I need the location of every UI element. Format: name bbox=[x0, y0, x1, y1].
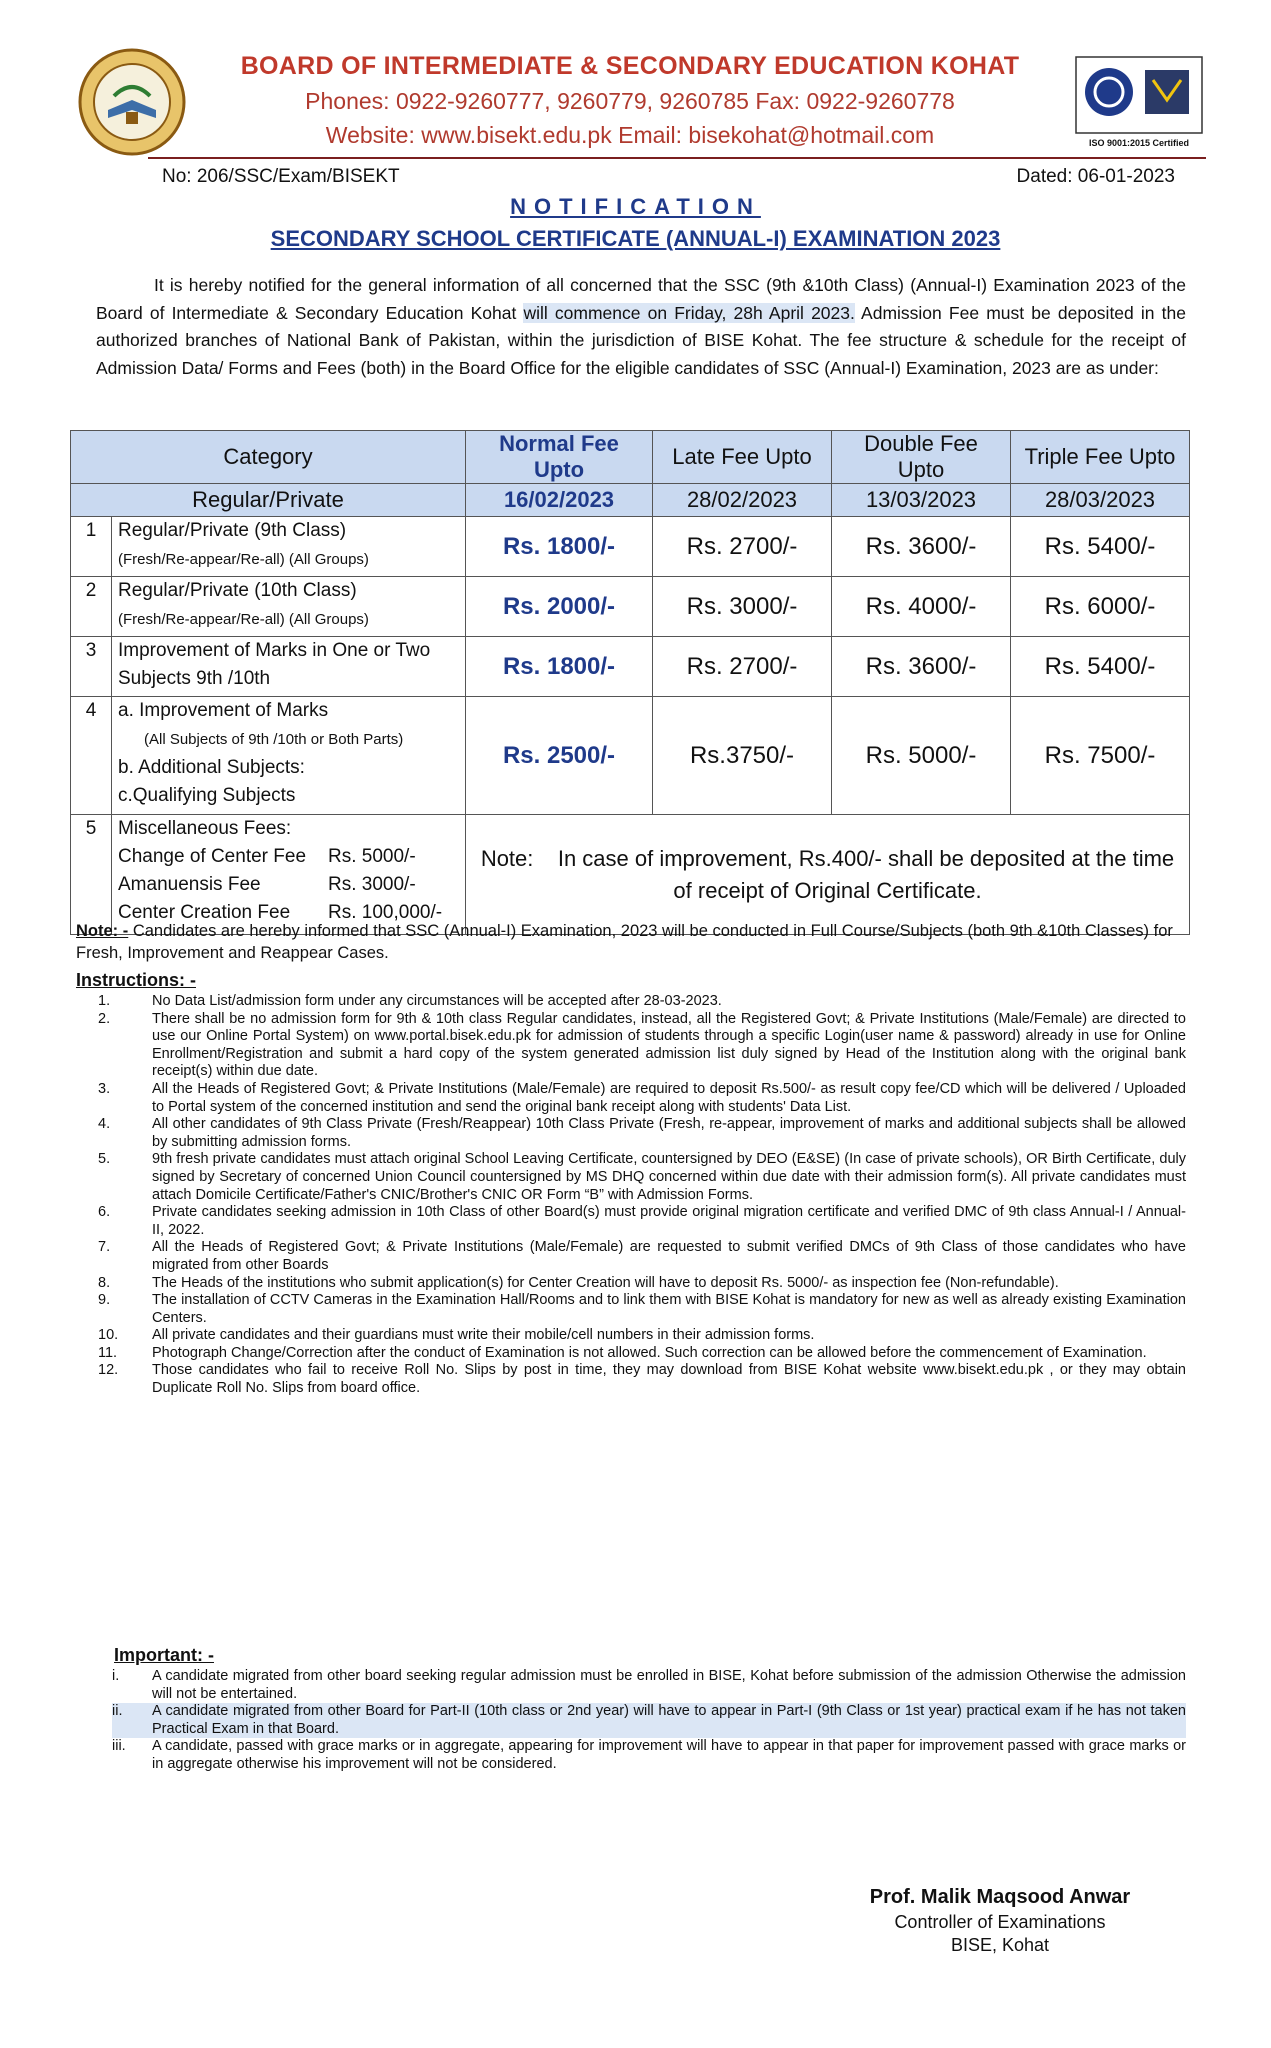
list-item-text: All the Heads of Registered Govt; & Private Institutions (Male/Female) are requested to submit verified DMCs of 9th Class of those candidates who have migrated from other Boards bbox=[152, 1239, 1186, 1273]
fee-normal: Rs. 1800/- bbox=[466, 637, 653, 697]
list-item-text: Private candidates seeking admission in 10th Class of other Board(s) must provide original migration certificate and verified DMC of 9th class Annual-I / Annual-II, 2022. bbox=[152, 1204, 1186, 1238]
row-number: 2 bbox=[71, 577, 112, 637]
table-row bbox=[71, 815, 1190, 935]
board-name: BOARD OF INTERMEDIATE & SECONDARY EDUCATION KOHAT bbox=[240, 52, 1020, 80]
list-item-text: The installation of CCTV Cameras in the Examination Hall/Rooms and to link them with BISE Kohat is mandatory for new as well as already existing Examination Centers. bbox=[152, 1292, 1186, 1326]
intro-part2: Admission Fee must be deposited in the authorized branches of National Bank of Pakistan, within the jurisdiction of BISE Kohat. The fee structure & schedule for the receipt of Admission Data/ Forms and Fees (both) in the Board Office for the eligible candidates of SSC (Annual-I) Examination, 2023 are as under: bbox=[96, 302, 1186, 378]
fee-double: Rs. 4000/- bbox=[832, 577, 1011, 637]
phone-numbers: Phones: 0922-9260777, 9260779, 9260785 Fax: 0922-9260778 bbox=[305, 88, 955, 114]
list-item-text: The Heads of the institutions who submit application(s) for Center Creation will have to deposit Rs. 5000/- as inspection fee (Non-refundable). bbox=[152, 1274, 1059, 1291]
row-number: 5 bbox=[71, 815, 112, 935]
instructions-heading: Instructions: - bbox=[76, 970, 196, 990]
misc-fees bbox=[112, 815, 466, 935]
signatory-title: Controller of Examinations bbox=[894, 1912, 1106, 1932]
list-item-number: 9. bbox=[98, 1292, 111, 1309]
list-item bbox=[112, 1738, 1186, 1773]
intro-paragraph bbox=[96, 272, 1186, 382]
list-item-text: 9th fresh private candidates must attach original School Leaving Certificate, countersigned by DEO (E&SE) (In case of private schools), OR Birth Certificate, duly signed by Secretary of concerned Union Council countersigned by MS DHQ concerned within due date with their admission form(s). All private candidates must attach Domicile Certificate/Father's CNIC/Brother's CNIC OR Form “B” with Admission Forms. bbox=[152, 1151, 1186, 1203]
important-heading: Important: - bbox=[114, 1645, 214, 1665]
misc-item: Change of Center Fee Rs. 5000/- bbox=[118, 846, 416, 867]
note-text: Candidates are hereby informed that SSC (Annual-I) Examination, 2023 will be conducted in Full Course/Subjects (both 9th &10th Classes) for Fresh, Improvement and Reappear Cases. bbox=[76, 922, 1173, 962]
header-category: Category bbox=[71, 431, 466, 484]
table-row bbox=[71, 637, 1190, 697]
intro-part1: It is hereby notified for the general information of all concerned that the SSC (9th &10th Class) (Annual-I) Examination 2023 of the Board of Intermediate & Secondary Education Kohat bbox=[96, 275, 1186, 323]
list-item bbox=[98, 1011, 1186, 1081]
list-item-number: 2. bbox=[98, 1010, 111, 1027]
row-category bbox=[112, 517, 466, 577]
category-c: c.Qualifying Subjects bbox=[118, 785, 296, 806]
list-item-number: 3. bbox=[98, 1080, 111, 1097]
list-item-number: ii. bbox=[112, 1703, 123, 1720]
row-category bbox=[112, 697, 466, 815]
fee-double: Rs. 5000/- bbox=[832, 697, 1011, 815]
iso-caption: ISO 9001:2015 Certified bbox=[1088, 138, 1190, 148]
list-item bbox=[98, 1081, 1186, 1116]
list-item-text: A candidate migrated from other board seeking regular admission must be enrolled in BISE, Kohat before submission of the admission Otherwise the admission will not be entertained. bbox=[152, 1668, 1186, 1702]
note-section bbox=[76, 920, 1186, 964]
date-triple-fee: 28/03/2023 bbox=[1011, 484, 1190, 517]
list-item-number: 4. bbox=[98, 1116, 111, 1133]
list-item-number: iii. bbox=[112, 1738, 126, 1755]
notification-subtitle: SECONDARY SCHOOL CERTIFICATE (ANNUAL-I) EXAMINATION 2023 bbox=[270, 226, 1001, 251]
misc-item: Amanuensis Fee Rs. 3000/- bbox=[118, 874, 416, 895]
list-item bbox=[98, 1362, 1186, 1397]
misc-item: Center Creation Fee Rs. 100,000/- bbox=[118, 902, 443, 923]
list-item bbox=[112, 1668, 1186, 1703]
list-item-text: There shall be no admission form for 9th & 10th class Regular candidates, instead, all the Registered Govt; & Private Institutions (Male/Female) are directed to use our Online Portal System) on www.portal.bisek.edu.pk for admission of students through a specific Login(user name & password) already in use for Online Enrollment/Registration and submit a hard copy of the system generated admission list duly signed by Head of the Institution along with the original bank receipt(s) within due date. bbox=[152, 1010, 1186, 1080]
row-category bbox=[112, 577, 466, 637]
header-double-fee: Double Fee Upto bbox=[832, 431, 1011, 484]
list-item bbox=[98, 1239, 1186, 1274]
fee-schedule-table bbox=[70, 430, 1190, 935]
row-number: 3 bbox=[71, 637, 112, 697]
table-row bbox=[71, 577, 1190, 637]
list-item-text: All the Heads of Registered Govt; & Private Institutions (Male/Female) are required to deposit Rs.500/- as result copy fee/CD which will be delivered / Uploaded to Portal system of the concerned institution and send the original bank receipt along with students' Data List. bbox=[152, 1080, 1186, 1115]
list-item-text: Photograph Change/Correction after the conduct of Examination is not allowed. Such correction can be allowed before the commencement of Examination. bbox=[152, 1344, 1147, 1361]
list-item bbox=[98, 1116, 1186, 1151]
list-item-text: All private candidates and their guardians must write their mobile/cell numbers in their admission forms. bbox=[152, 1327, 815, 1344]
iso-certification-icon bbox=[1075, 56, 1203, 134]
list-item bbox=[98, 1275, 1186, 1293]
fee-normal: Rs. 2000/- bbox=[466, 577, 653, 637]
fee-late: Rs. 2700/- bbox=[653, 517, 832, 577]
fee-double: Rs. 3600/- bbox=[832, 637, 1011, 697]
header-divider bbox=[148, 157, 1206, 159]
category-a-sub: (All Subjects of 9th /10th or Both Parts) bbox=[144, 731, 404, 748]
note-label: Note: - bbox=[76, 922, 129, 940]
list-item-number: 5. bbox=[98, 1151, 111, 1168]
category-line1: Improvement of Marks in One or Two bbox=[118, 640, 431, 661]
list-item bbox=[98, 1292, 1186, 1327]
list-item-number: 10. bbox=[98, 1327, 119, 1344]
list-item bbox=[98, 993, 1186, 1011]
list-item-number: 8. bbox=[98, 1274, 111, 1291]
list-item-number: 6. bbox=[98, 1204, 111, 1221]
signatory-name: Prof. Malik Maqsood Anwar bbox=[869, 1886, 1131, 1908]
important-list bbox=[112, 1668, 1186, 1774]
category-a: a. Improvement of Marks bbox=[118, 700, 329, 721]
list-item-text: Those candidates who fail to receive Roll No. Slips by post in time, they may download from BISE Kohat website www.bisekt.edu.pk , or they may obtain Duplicate Roll No. Slips from board office. bbox=[152, 1362, 1186, 1397]
list-item bbox=[112, 1703, 1186, 1738]
category-line2: Subjects 9th /10th bbox=[118, 668, 271, 689]
category-line1: Regular/Private (10th Class) bbox=[118, 580, 357, 601]
list-item-text: A candidate, passed with grace marks or in aggregate, appearing for improvement will have to appear in that paper for improvement passed with grace marks or in aggregate otherwise his improvement will not be considered. bbox=[152, 1738, 1186, 1772]
list-item bbox=[98, 1345, 1186, 1363]
reference-number: No: 206/SSC/Exam/BISEKT bbox=[162, 166, 400, 187]
fee-late: Rs. 3000/- bbox=[653, 577, 832, 637]
header-late-fee: Late Fee Upto bbox=[653, 431, 832, 484]
fee-triple: Rs. 5400/- bbox=[1011, 517, 1190, 577]
instructions-list bbox=[98, 993, 1186, 1398]
header-triple-fee: Triple Fee Upto bbox=[1011, 431, 1190, 484]
date-normal-fee: 16/02/2023 bbox=[466, 484, 653, 517]
list-item-number: 7. bbox=[98, 1239, 111, 1256]
date-double-fee: 13/03/2023 bbox=[832, 484, 1011, 517]
notification-date: Dated: 06-01-2023 bbox=[1016, 166, 1175, 187]
date-late-fee: 28/02/2023 bbox=[653, 484, 832, 517]
list-item bbox=[98, 1151, 1186, 1204]
row-category bbox=[112, 637, 466, 697]
fee-double: Rs. 3600/- bbox=[832, 517, 1011, 577]
list-item-number: 1. bbox=[98, 993, 111, 1009]
notification-heading: NOTIFICATION bbox=[510, 194, 761, 219]
fee-late: Rs. 2700/- bbox=[653, 637, 832, 697]
list-item-text: All other candidates of 9th Class Private (Fresh/Reappear) 10th Class Private (Fresh, re-appear, improvement of marks and additional subjects shall be allowed by submitting admission forms. bbox=[152, 1116, 1186, 1150]
list-item-text: A candidate migrated from other Board for Part-II (10th class or 2nd year) will have to appear in Part-I (9th Class or 1st year) practical exam if he has not taken Practical Exam in that Board. bbox=[152, 1703, 1186, 1737]
list-item-number: i. bbox=[112, 1668, 120, 1684]
misc-title: Miscellaneous Fees: bbox=[118, 818, 292, 839]
fee-triple: Rs. 5400/- bbox=[1011, 637, 1190, 697]
table-row bbox=[71, 517, 1190, 577]
commencement-highlight: will commence on Friday, 28h April 2023. bbox=[523, 302, 855, 323]
signatory-organization: BISE, Kohat bbox=[950, 1935, 1050, 1955]
category-line1: Regular/Private (9th Class) bbox=[118, 520, 347, 541]
category-b: b. Additional Subjects: bbox=[118, 757, 305, 778]
list-item-text: No Data List/admission form under any circumstances will be accepted after 28-03-2023. bbox=[152, 993, 722, 1009]
fee-triple: Rs. 6000/- bbox=[1011, 577, 1190, 637]
list-item-number: 12. bbox=[98, 1362, 119, 1379]
improvement-note: Note: In case of improvement, Rs.400/- shall be deposited at the time of receipt of Original Certificate. bbox=[466, 815, 1190, 935]
website-email: Website: www.bisekt.edu.pk Email: bisekohat@hotmail.com bbox=[325, 122, 935, 148]
list-item bbox=[98, 1327, 1186, 1345]
list-item bbox=[98, 1204, 1186, 1239]
category-line2: (Fresh/Re-appear/Re-all) (All Groups) bbox=[118, 551, 369, 568]
header-normal-fee: Normal Fee Upto bbox=[466, 431, 653, 484]
table-row bbox=[71, 697, 1190, 815]
header-regular-private: Regular/Private bbox=[71, 484, 466, 517]
fee-normal: Rs. 2500/- bbox=[466, 697, 653, 815]
fee-late: Rs.3750/- bbox=[653, 697, 832, 815]
row-number: 1 bbox=[71, 517, 112, 577]
table-header-row bbox=[71, 431, 1190, 484]
fee-triple: Rs. 7500/- bbox=[1011, 697, 1190, 815]
fee-normal: Rs. 1800/- bbox=[466, 517, 653, 577]
board-logo-icon bbox=[78, 48, 186, 156]
category-line2: (Fresh/Re-appear/Re-all) (All Groups) bbox=[118, 611, 369, 628]
table-date-row bbox=[71, 484, 1190, 517]
list-item-number: 11. bbox=[98, 1344, 118, 1361]
row-number: 4 bbox=[71, 697, 112, 815]
